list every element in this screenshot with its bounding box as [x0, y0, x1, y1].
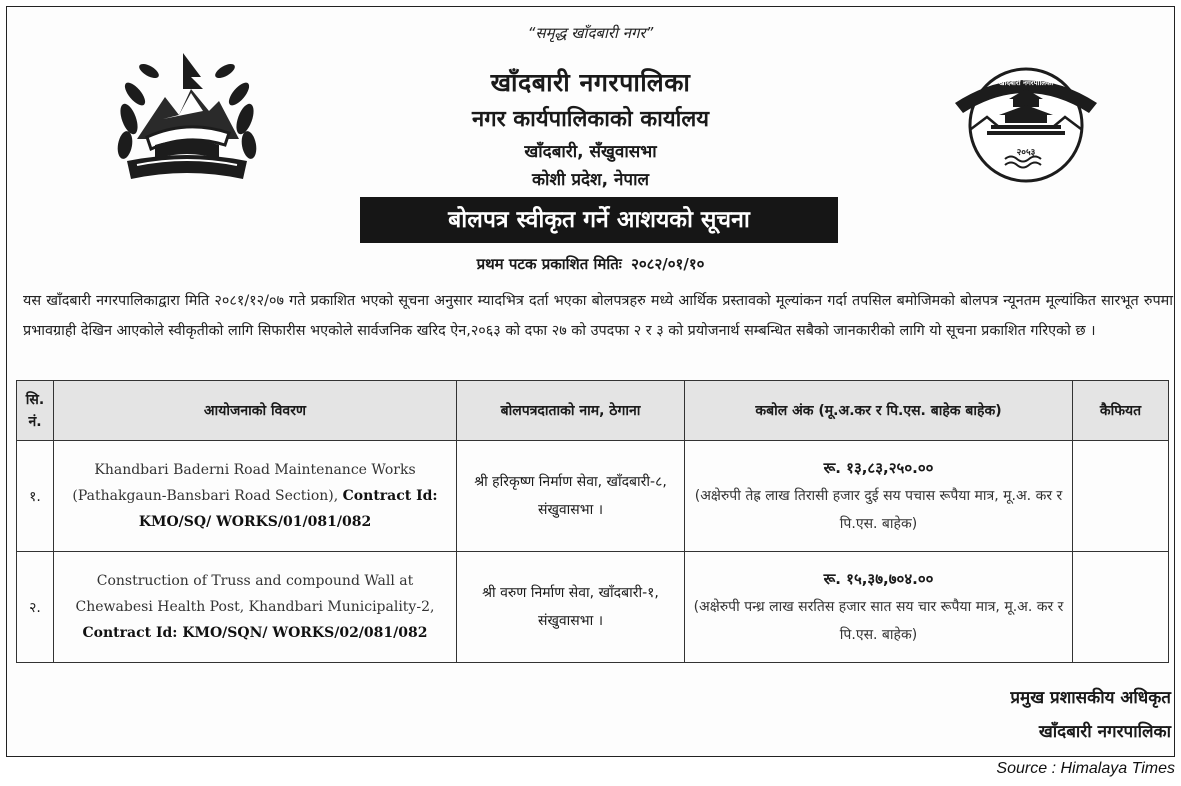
- header-sn: सि. नं.: [17, 381, 54, 441]
- emblem-arc-text: खाँदबारी नगरपालिका: [998, 79, 1054, 87]
- table-header-row: [17, 381, 1169, 441]
- cell-amount: [685, 441, 1073, 552]
- organization-name: खाँदबारी नगरपालिका: [490, 68, 691, 97]
- address-line-1: खाँदबारी, सँखुवासभा: [524, 142, 657, 162]
- tender-table: [16, 380, 1169, 663]
- project-description: Khandbari Baderni Road Maintenance Works (Pathakgaun-Bansbari Road Section),: [72, 462, 416, 504]
- header-project: आयोजनाको विवरण: [54, 381, 457, 441]
- cell-sn: २.: [17, 552, 54, 663]
- cell-project: [54, 441, 457, 552]
- slogan: “समृद्ध खाँदबारी नगर”: [527, 24, 654, 42]
- signatory-title: प्रमुख प्रशासकीय अधिकृत: [1010, 688, 1171, 708]
- cell-amount: [685, 552, 1073, 663]
- cell-remarks: [1073, 552, 1169, 663]
- emblem-year-text: २०५३: [1016, 148, 1036, 158]
- header-remarks: कैफियत: [1073, 381, 1169, 441]
- publication-date-label: प्रथम पटक प्रकाशित मितिः: [476, 255, 622, 273]
- cell-project: [54, 552, 457, 663]
- address-line-2: कोशी प्रदेश, नेपाल: [532, 170, 649, 190]
- bid-amount-words: (अक्षेरुपी तेह्र लाख तिरासी हजार दुई सय पचास रूपैया मात्र, मू.अ. कर र पि.एस. बाहेक): [694, 488, 1063, 532]
- source-credit: Source : Himalaya Times: [996, 760, 1175, 777]
- cell-bidder: श्री हरिकृष्ण निर्माण सेवा, खाँदबारी-८, संखुवासभा ।: [457, 441, 685, 552]
- publication-date: [7, 254, 1174, 274]
- notice-body: यस खाँदबारी नगरपालिकाद्वारा मिति २०८१/१२/०७ गते प्रकाशित भएको सूचना अनुसार म्यादभित्र दर्ता भएका बोलपत्रहरु मध्ये आर्थिक प्रस्तावको मूल्यांकन गर्दा तपसिल बमोजिमको बोलपत्र न्यूनतम मूल्यांकित सारभूत रुपमा प्रभावग्राही देखिन आएकोले स्वीकृतीको लागि सिफारीस भएकोले सार्वजनिक खरिद ऐन,२०६३ को दफा २७ को उपदफा २ र ३ को प्रयोजनार्थ सम्बन्धित सबैको जानकारीको लागि यो सूचना प्रकाशित गरिएको छ ।: [23, 293, 1173, 339]
- signatory-organization: खाँदबारी नगरपालिका: [1038, 722, 1171, 742]
- office-name: नगर कार्यपालिकाको कार्यालय: [472, 107, 709, 132]
- table-row: [17, 441, 1169, 552]
- publication-date-value: २०८२/०१/१०: [631, 255, 705, 273]
- header-bidder: बोलपत्रदाताको नाम, ठेगाना: [457, 381, 685, 441]
- notice-title: बोलपत्र स्वीकृत गर्ने आशयको सूचना: [360, 197, 838, 243]
- bid-amount: रू. १३,८३,२५०.००: [823, 459, 934, 477]
- contract-id: Contract Id: KMO/SQN/ WORKS/02/081/082: [82, 625, 428, 641]
- contract-id: Contract Id: KMO/SQ/ WORKS/01/081/082: [138, 488, 438, 530]
- bid-amount: रू. १५,३७,७०४.००: [823, 570, 934, 588]
- project-description: Construction of Truss and compound Wall at Chewabesi Health Post, Khandbari Municipality-2,: [75, 573, 435, 615]
- cell-remarks: [1073, 441, 1169, 552]
- cell-bidder: श्री वरुण निर्माण सेवा, खाँदबारी-१, संखुवासभा ।: [457, 552, 685, 663]
- bid-amount-words: (अक्षेरुपी पन्ध्र लाख सरतिस हजार सात सय चार रूपैया मात्र, मू.अ. कर र पि.एस. बाहेक): [693, 599, 1064, 643]
- table-row: [17, 552, 1169, 663]
- header-amount: कबोल अंक (मू.अ.कर र पि.एस. बाहेक बाहेक): [685, 381, 1073, 441]
- signature-block: [1010, 681, 1171, 749]
- cell-sn: १.: [17, 441, 54, 552]
